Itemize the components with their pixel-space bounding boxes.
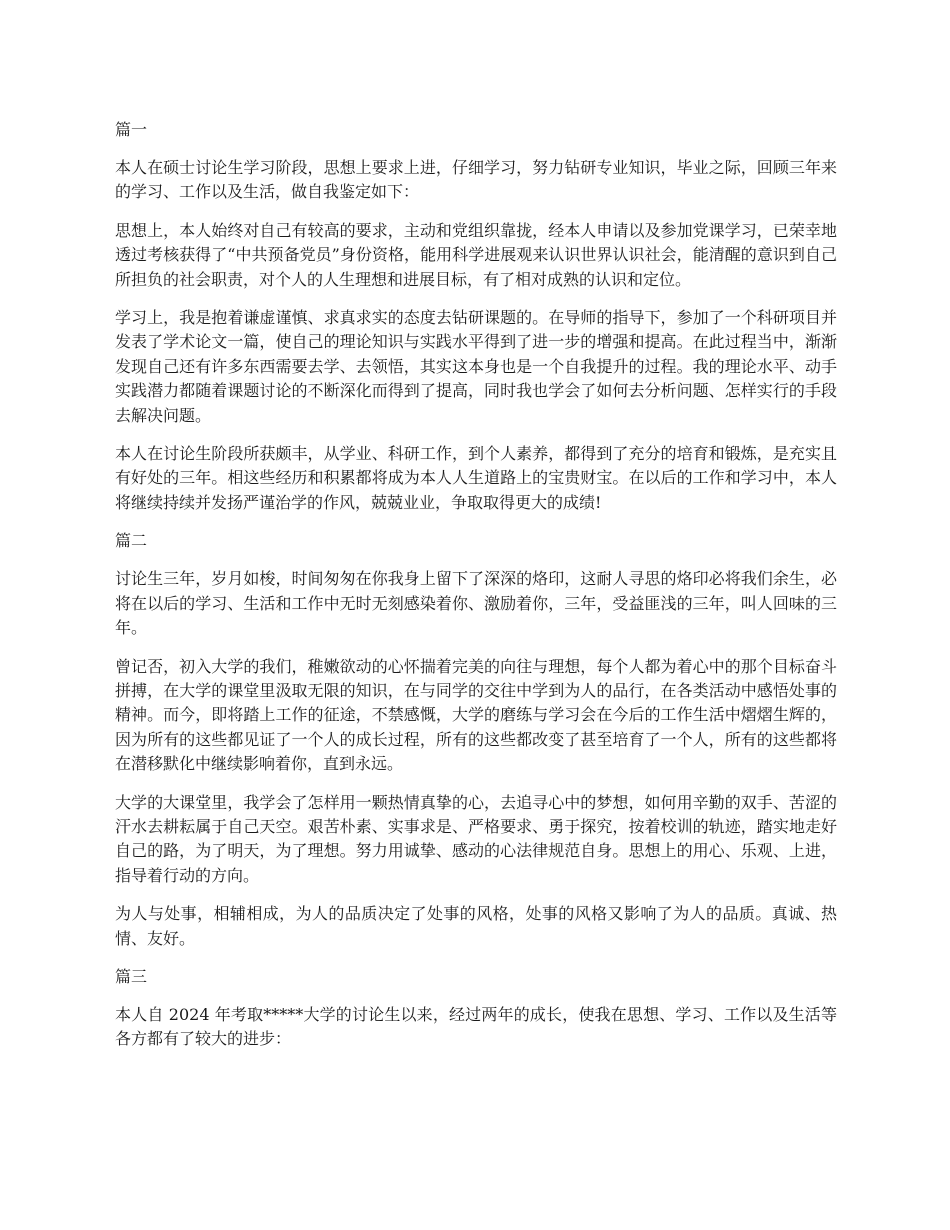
document-page bbox=[115, 118, 837, 1066]
section-title: 篇一 bbox=[115, 120, 148, 139]
paragraph: 本人自 2024 年考取*****大学的讨论生以来，经过两年的成长，使我在思想、学习、工作以及生活等各方都有了较大的进步： bbox=[115, 1004, 837, 1049]
paragraph: 本人在硕士讨论生学习阶段，思想上要求上进，仔细学习，努力钻研专业知识，毕业之际，回顾三年来的学习、工作以及生活，做自我鉴定如下： bbox=[115, 158, 837, 202]
section-title: 篇三 bbox=[115, 966, 148, 986]
paragraph: 为人与处事，相辅相成，为人的品质决定了处事的风格，处事的风格又影响了为人的品质。真诚、热情、友好。 bbox=[115, 904, 837, 948]
paragraph: 学习上，我是抱着谦虚谨慎、求真求实的态度去钻研课题的。在导师的指导下，参加了一个科研项目并发表了学术论文一篇，使自己的理论知识与实践水平得到了进一步的增强和提高。在此过程当中，渐渐发现自己还有许多东西需要去学、去领悟，其实这本身也是一个自我提升的过程。我的理论水平、动手实践潜力都随着课题讨论的不断深化而得到了提高，同时我也学会了如何去分析问题、怎样实行的手段去解决问题。 bbox=[115, 308, 837, 425]
section-title: 篇二 bbox=[115, 531, 148, 551]
paragraph: 思想上，本人始终对自己有较高的要求，主动和党组织靠拢，经本人申请以及参加党课学习，已荣幸地透过考核获得了“中共预备党员”身份资格，能用科学进展观来认识世界认识社会，能清醒的意识到自己所担负的社会职责，对个人的人生理想和进展目标，有了相对成熟的认识和定位。 bbox=[115, 220, 837, 289]
section-1 bbox=[115, 118, 837, 515]
paragraph: 大学的大课堂里，我学会了怎样用一颗热情真挚的心，去追寻心中的梦想，如何用辛勤的双手、苦涩的汗水去耕耘属于自己天空。艰苦朴素、实事求是、严格要求、勇于探究，按着校训的轨迹，踏实地走好自己的路，为了明天，为了理想。努力用诚挚、感动的心法律规范自身。思想上的用心、乐观、上进，指导着行动的方向。 bbox=[115, 792, 837, 885]
section-2 bbox=[115, 529, 837, 951]
paragraph: 讨论生三年，岁月如梭，时间匆匆在你我身上留下了深深的烙印，这耐人寻思的烙印必将我们余生，必将在以后的学习、生活和工作中无时无刻感染着你、激励着你，三年，受益匪浅的三年，叫人回味的三年。 bbox=[115, 569, 837, 638]
paragraph: 本人在讨论生阶段所获颇丰，从学业、科研工作，到个人素养，都得到了充分的培育和锻炼，是充实且有好处的三年。相这些经历和积累都将成为本人人生道路上的宝贵财宝。在以后的工作和学习中，本人将继续持续并发扬严谨治学的作风，兢兢业业，争取取得更大的成绩! bbox=[115, 444, 837, 512]
section-3 bbox=[115, 965, 837, 1052]
paragraph: 曾记否，初入大学的我们，稚嫩欲动的心怀揣着完美的向往与理想，每个人都为着心中的那个目标奋斗拼搏，在大学的课堂里汲取无限的知识，在与同学的交往中学到为人的品行，在各类活动中感悟处事的精神。而今，即将踏上工作的征途，不禁感慨，大学的磨练与学习会在今后的工作生活中熠熠生辉的，因为所有的这些都见证了一个人的成长过程，所有的这些都改变了甚至培育了一个人，所有的这些都将在潜移默化中继续影响着你，直到永远。 bbox=[115, 656, 837, 774]
